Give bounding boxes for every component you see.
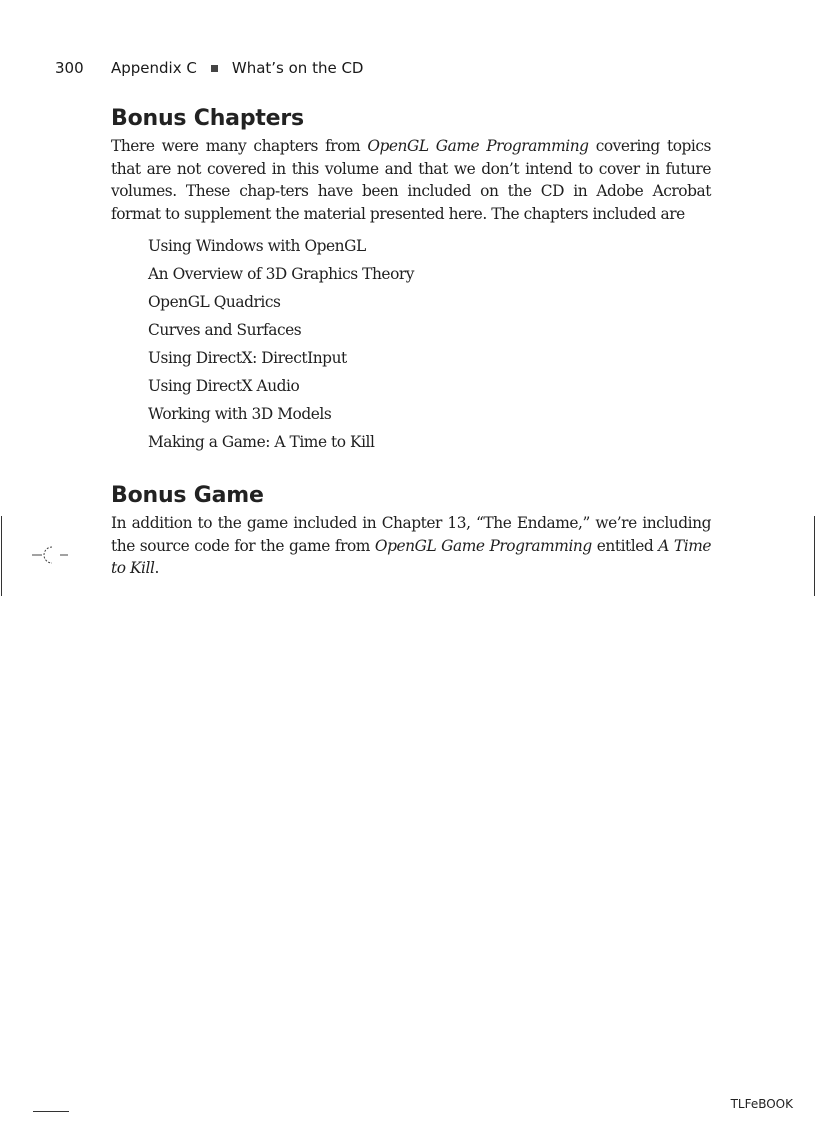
bonus-game-text-middle: entitled bbox=[591, 536, 659, 555]
left-margin-line bbox=[1, 516, 2, 596]
list-item: Using Windows with OpenGL bbox=[148, 237, 366, 255]
bonus-game-section bbox=[111, 483, 711, 580]
bonus-game-text-end: . bbox=[154, 559, 159, 577]
list-item: OpenGL Quadrics bbox=[148, 293, 281, 311]
appendix-label: Appendix C bbox=[111, 59, 197, 77]
right-margin-line bbox=[814, 516, 815, 596]
intro-text: There were many chapters from bbox=[111, 137, 368, 155]
footer-rule bbox=[33, 1111, 69, 1112]
square-bullet-icon bbox=[211, 65, 218, 72]
bonus-chapter-list bbox=[148, 232, 711, 456]
page-number: 300 bbox=[55, 59, 84, 77]
running-header bbox=[0, 59, 816, 79]
bonus-game-paragraph bbox=[111, 512, 711, 580]
chapter-title: What’s on the CD bbox=[231, 59, 364, 77]
page-content bbox=[111, 106, 711, 580]
running-head bbox=[111, 59, 363, 77]
list-item: Using DirectX Audio bbox=[148, 377, 300, 395]
section-heading-bonus-game: Bonus Game bbox=[111, 483, 264, 508]
registration-mark-icon bbox=[30, 544, 70, 566]
intro-text-continued: covering topics that are not covered in this volume and that we don’t intend to cover in future volumes. These chap-ters have been included on the CD in Adobe Acrobat format to supplement the material presented here. The chapters included are bbox=[111, 137, 712, 223]
book-title: OpenGL Game Programming bbox=[367, 137, 589, 155]
section-heading-bonus-chapters: Bonus Chapters bbox=[111, 106, 304, 131]
list-item: Making a Game: A Time to Kill bbox=[148, 433, 375, 451]
bonus-game-text: In addition to the game included in Chapter 13, “The Endame,” we’re including the source code for the game from bbox=[111, 514, 711, 555]
list-item: Working with 3D Models bbox=[148, 405, 332, 423]
list-item: An Overview of 3D Graphics Theory bbox=[148, 265, 415, 283]
list-item: Using DirectX: DirectInput bbox=[148, 349, 347, 367]
game-title: A Time to Kill bbox=[111, 536, 712, 577]
list-item: Curves and Surfaces bbox=[148, 321, 302, 339]
bonus-chapters-paragraph bbox=[111, 135, 711, 225]
footer-brand: TLFeBOOK bbox=[730, 1097, 793, 1111]
book-title: OpenGL Game Programming bbox=[374, 536, 592, 555]
bonus-chapters-section bbox=[111, 106, 711, 456]
